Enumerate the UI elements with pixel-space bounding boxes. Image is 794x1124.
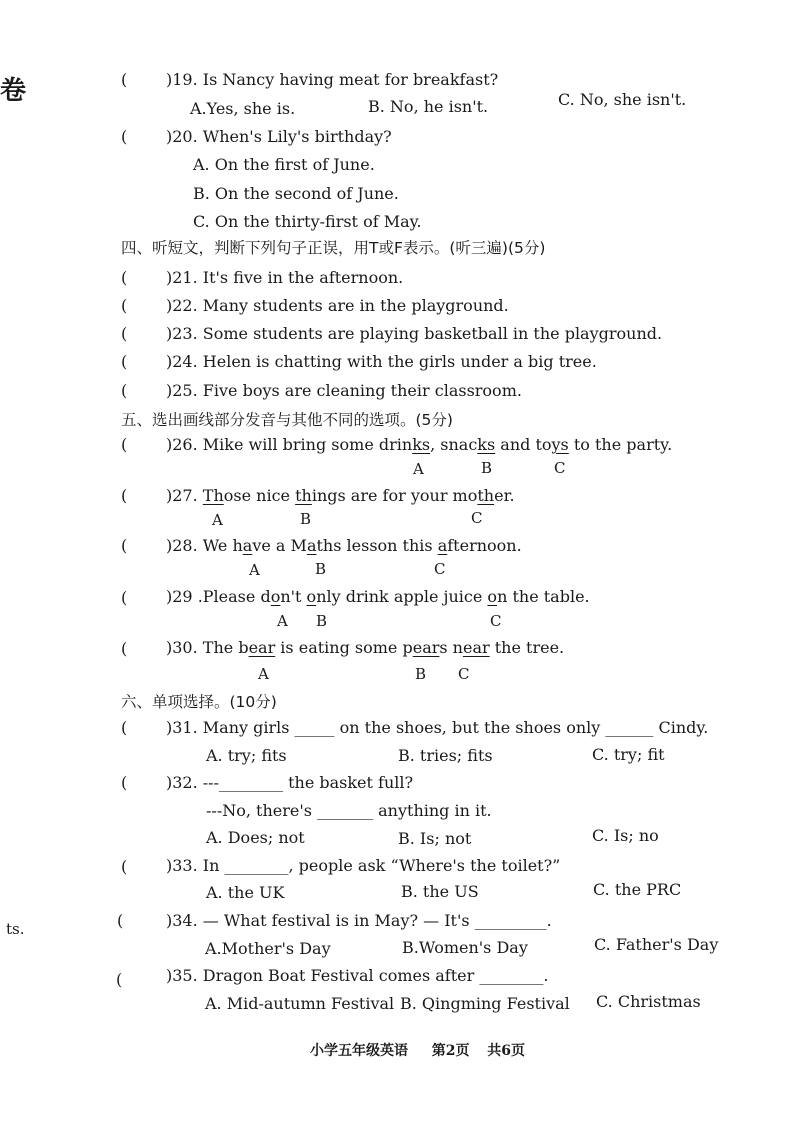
q27-sentence — [166, 486, 515, 505]
q34-stem: )34. — What festival is in May? — It's _________. — [166, 911, 552, 930]
q33-option-a: A. the UK — [206, 883, 285, 902]
q27-text-2: ings are for your mo — [311, 486, 478, 505]
q21-paren: ( — [121, 268, 128, 287]
q29-underline-b: o — [306, 587, 317, 606]
q32-option-b: B. Is; not — [398, 829, 472, 848]
q28-label-a: A — [249, 561, 260, 579]
q30-number: )30. — [166, 638, 198, 657]
q26-paren: ( — [121, 435, 128, 454]
q26-text-2: , snac — [430, 435, 478, 454]
q28-label-c: C — [434, 560, 446, 578]
q29-underline-a: o — [270, 587, 281, 606]
q23-text: )23. Some students are playing basketball in the playground. — [166, 324, 663, 343]
q32-option-c: C. Is; no — [592, 826, 659, 845]
q31-option-c: C. try; fit — [592, 745, 665, 764]
q26-text-4: to the party. — [568, 435, 673, 454]
q30-text-3: s n — [439, 638, 463, 657]
q33-option-c: C. the PRC — [593, 880, 682, 899]
q20-stem: )20. When's Lily's birthday? — [166, 127, 392, 146]
q27-underline-a: Th — [202, 486, 224, 505]
q24-text: )24. Helen is chatting with the girls under a big tree. — [166, 352, 597, 371]
q30-label-b: B — [415, 665, 427, 683]
q28-paren: ( — [121, 536, 128, 555]
q29-number: )29 . — [166, 587, 203, 606]
q27-underline-b: th — [295, 486, 312, 505]
footer-total-pages: 共6页 — [487, 1043, 525, 1059]
q19-option-a: A.Yes, she is. — [190, 99, 296, 118]
margin-text: ts. — [6, 920, 25, 938]
q28-underline-a: a — [242, 536, 253, 555]
q31-option-a: A. try; fits — [206, 746, 287, 765]
q28-number: )28. — [166, 536, 198, 555]
q31-paren: ( — [121, 718, 128, 737]
q27-paren: ( — [121, 486, 128, 505]
q26-text-3: and to — [495, 435, 552, 454]
q27-underline-c: th — [477, 486, 495, 505]
q32-paren: ( — [121, 773, 128, 792]
q30-sentence — [166, 638, 564, 657]
q20-option-c: C. On the thirty-first of May. — [193, 212, 422, 231]
q27-label-c: C — [471, 509, 483, 527]
q24-paren: ( — [121, 352, 128, 371]
q29-text-3: nly drink apple juice — [316, 587, 488, 606]
q28-label-b: B — [315, 560, 327, 578]
q28-text-1: We h — [202, 536, 243, 555]
q29-label-a: A — [277, 612, 288, 630]
q27-text-1: ose nice — [223, 486, 296, 505]
q26-label-a: A — [413, 460, 424, 478]
section-5-title: 五、选出画线部分发音与其他不同的选项。(5分) — [121, 411, 453, 429]
q26-text-1: Mike will bring some drin — [202, 435, 413, 454]
q28-text-2: ve a M — [252, 536, 307, 555]
q29-label-b: B — [316, 612, 328, 630]
q35-stem: )35. Dragon Boat Festival comes after ________. — [166, 966, 549, 985]
q19-paren: ( — [121, 70, 128, 89]
q27-number: )27. — [166, 486, 198, 505]
q32-stem: )32. ---________ the basket full? — [166, 773, 414, 792]
q25-paren: ( — [121, 381, 128, 400]
q19-option-c: C. No, she isn't. — [558, 90, 687, 109]
q29-paren: ( — [121, 588, 128, 607]
q30-text-4: the tree. — [489, 638, 565, 657]
q26-label-c: C — [554, 459, 566, 477]
q35-paren: ( — [116, 970, 123, 989]
q25-text: )25. Five boys are cleaning their classroom. — [166, 381, 522, 400]
q34-option-c: C. Father's Day — [594, 935, 719, 954]
q30-label-c: C — [458, 665, 470, 683]
q26-underline-a: ks — [412, 435, 431, 454]
q33-stem: )33. In ________, people ask “Where's the toilet?” — [166, 856, 561, 875]
q26-underline-c: ys — [551, 435, 569, 454]
q27-text-3: er. — [494, 486, 515, 505]
q35-option-c: C. Christmas — [596, 992, 701, 1011]
q29-text-4: n the table. — [497, 587, 590, 606]
margin-char: 卷 — [0, 76, 27, 106]
section-6-title: 六、单项选择。(10分) — [121, 693, 277, 711]
q31-stem: )31. Many girls _____ on the shoes, but the shoes only ______ Cindy. — [166, 718, 709, 737]
q28-sentence — [166, 536, 522, 555]
q27-label-a: A — [212, 511, 223, 529]
q30-text-2: is eating some p — [275, 638, 413, 657]
q22-text: )22. Many students are in the playground. — [166, 296, 509, 315]
q33-paren: ( — [121, 857, 128, 876]
q33-option-b: B. the US — [401, 882, 479, 901]
q30-label-a: A — [258, 665, 269, 683]
q21-text: )21. It's five in the afternoon. — [166, 268, 404, 287]
q35-option-a: A. Mid-autumn Festival — [205, 994, 395, 1013]
q23-paren: ( — [121, 324, 128, 343]
q29-label-c: C — [490, 612, 502, 630]
q20-paren: ( — [121, 127, 128, 146]
q26-sentence — [166, 435, 672, 454]
q31-option-b: B. tries; fits — [398, 746, 493, 765]
q34-paren: ( — [117, 911, 124, 930]
q28-underline-b: a — [306, 536, 317, 555]
q19-option-b: B. No, he isn't. — [368, 97, 489, 116]
q29-underline-c: o — [487, 587, 498, 606]
q34-option-a: A.Mother's Day — [205, 939, 331, 958]
q34-option-b: B.Women's Day — [402, 938, 528, 957]
q19-stem: )19. Is Nancy having meat for breakfast? — [166, 70, 499, 89]
q32-line-2: ---No, there's _______ anything in it. — [206, 801, 492, 820]
q28-underline-c: a — [437, 536, 448, 555]
q28-text-3: ths lesson this — [316, 536, 438, 555]
section-4-title: 四、听短文，判断下列句子正误，用T或F表示。(听三遍)(5分) — [121, 239, 546, 257]
q26-label-b: B — [481, 459, 493, 477]
footer-page-number: 第2页 — [431, 1043, 470, 1059]
q35-option-b: B. Qingming Festival — [400, 994, 570, 1013]
q29-text-1: Please d — [202, 587, 271, 606]
q30-text-1: The b — [202, 638, 249, 657]
q29-sentence — [166, 587, 590, 606]
q26-number: )26. — [166, 435, 198, 454]
page-footer — [310, 1040, 525, 1060]
q27-label-b: B — [300, 510, 312, 528]
q29-text-2: n't — [280, 587, 307, 606]
q28-text-4: fternoon. — [447, 536, 522, 555]
q30-paren: ( — [121, 639, 128, 658]
q26-underline-b: ks — [477, 435, 496, 454]
q20-option-b: B. On the second of June. — [193, 184, 399, 203]
q22-paren: ( — [121, 296, 128, 315]
q30-underline-a: ear — [248, 638, 276, 657]
q30-underline-b: ear — [412, 638, 440, 657]
q30-underline-c: ear — [462, 638, 490, 657]
q20-option-a: A. On the first of June. — [193, 155, 375, 174]
footer-subject: 小学五年级英语 — [310, 1043, 408, 1059]
q32-option-a: A. Does; not — [206, 828, 305, 847]
